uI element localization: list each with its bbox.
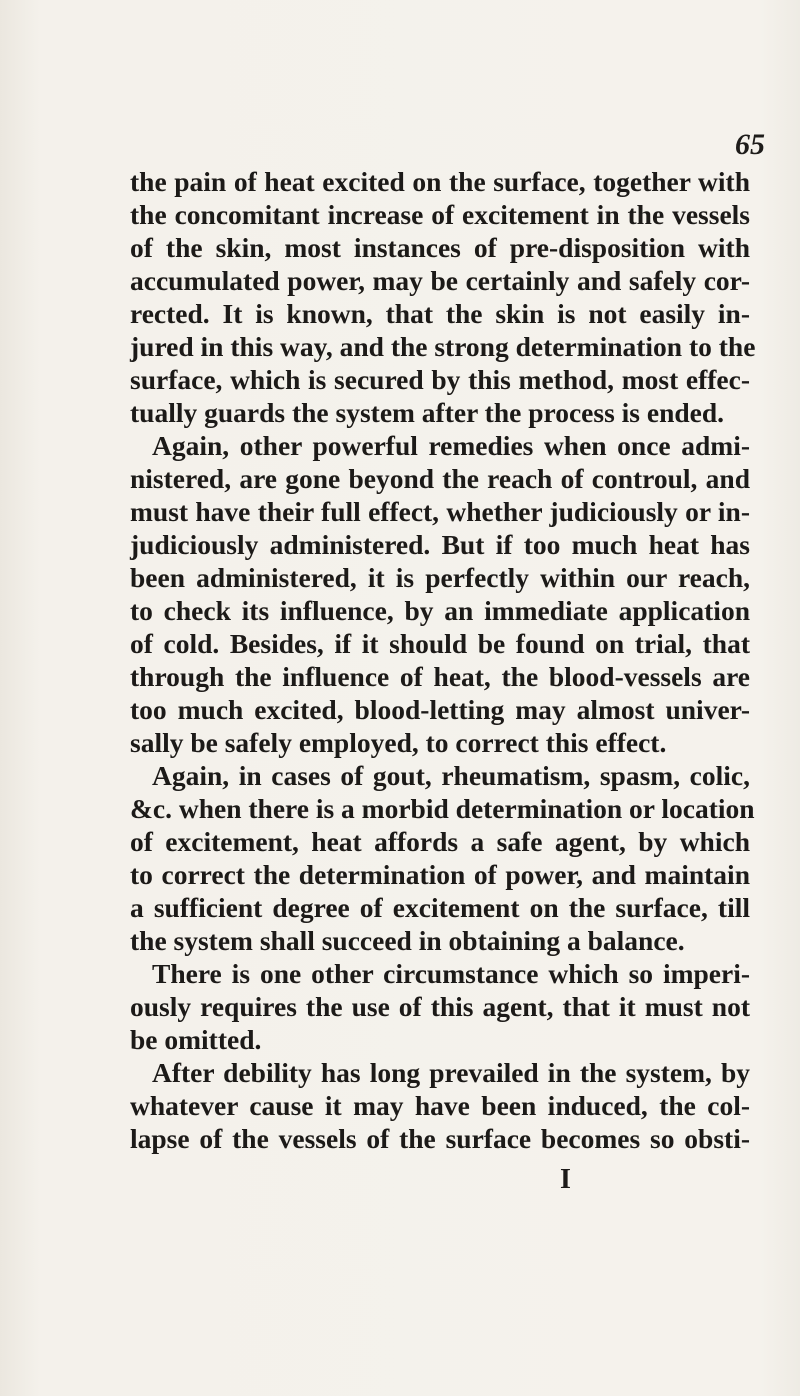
text-line: jured in this way, and the strong determination to the [130,331,756,362]
text-line: of cold. Besides, if it should be found on trial, that [130,628,750,659]
text-line: &c. when there is a morbid determination or location [130,793,755,824]
text-line: a sufficient degree of excitement on the surface, till [130,892,750,923]
text-line: Again, other powerful remedies when once admi- [152,430,750,461]
text-line: Again, in cases of gout, rheumatism, spasm, colic, [152,760,750,791]
text-line: the pain of heat excited on the surface, together with [130,166,750,197]
text-line: After debility has long prevailed in the system, by [152,1057,750,1088]
text-line: sally be safely employed, to correct this effect. [130,727,667,758]
body-text [130,165,756,1155]
text-line: to check its influence, by an immediate application [130,595,750,626]
text-line: judiciously administered. But if too much heat has [130,529,750,560]
page-number: 65 [735,128,765,161]
text-line: been administered, it is perfectly within our reach, [130,562,750,593]
text-line: too much excited, blood-letting may almost univer- [130,694,750,725]
text-line: the concomitant increase of excitement in the vessels [130,199,750,230]
text-line: rected. It is known, that the skin is not easily in- [130,298,750,329]
text-line: of excitement, heat affords a safe agent, by which [130,826,750,857]
signature-mark: I [560,1164,571,1195]
text-line: be omitted. [130,1024,262,1055]
text-line: the system shall succeed in obtaining a balance. [130,925,685,956]
text-line: whatever cause it may have been induced, the col- [130,1090,750,1121]
text-line: ously requires the use of this agent, that it must not [130,991,750,1022]
text-line: lapse of the vessels of the surface becomes so obsti- [130,1123,750,1154]
text-line: to correct the determination of power, and maintain [130,859,750,890]
text-line: tually guards the system after the process is ended. [130,397,725,428]
text-line: nistered, are gone beyond the reach of controul, and [130,463,750,494]
text-line: through the influence of heat, the blood-vessels are [130,661,750,692]
text-line: must have their full effect, whether judiciously or in- [130,496,750,527]
text-line: surface, which is secured by this method, most effec- [130,364,750,395]
text-line: of the skin, most instances of pre-disposition with [130,232,750,263]
text-line: accumulated power, may be certainly and safely cor- [130,265,750,296]
text-line: There is one other circumstance which so imperi- [152,958,750,989]
